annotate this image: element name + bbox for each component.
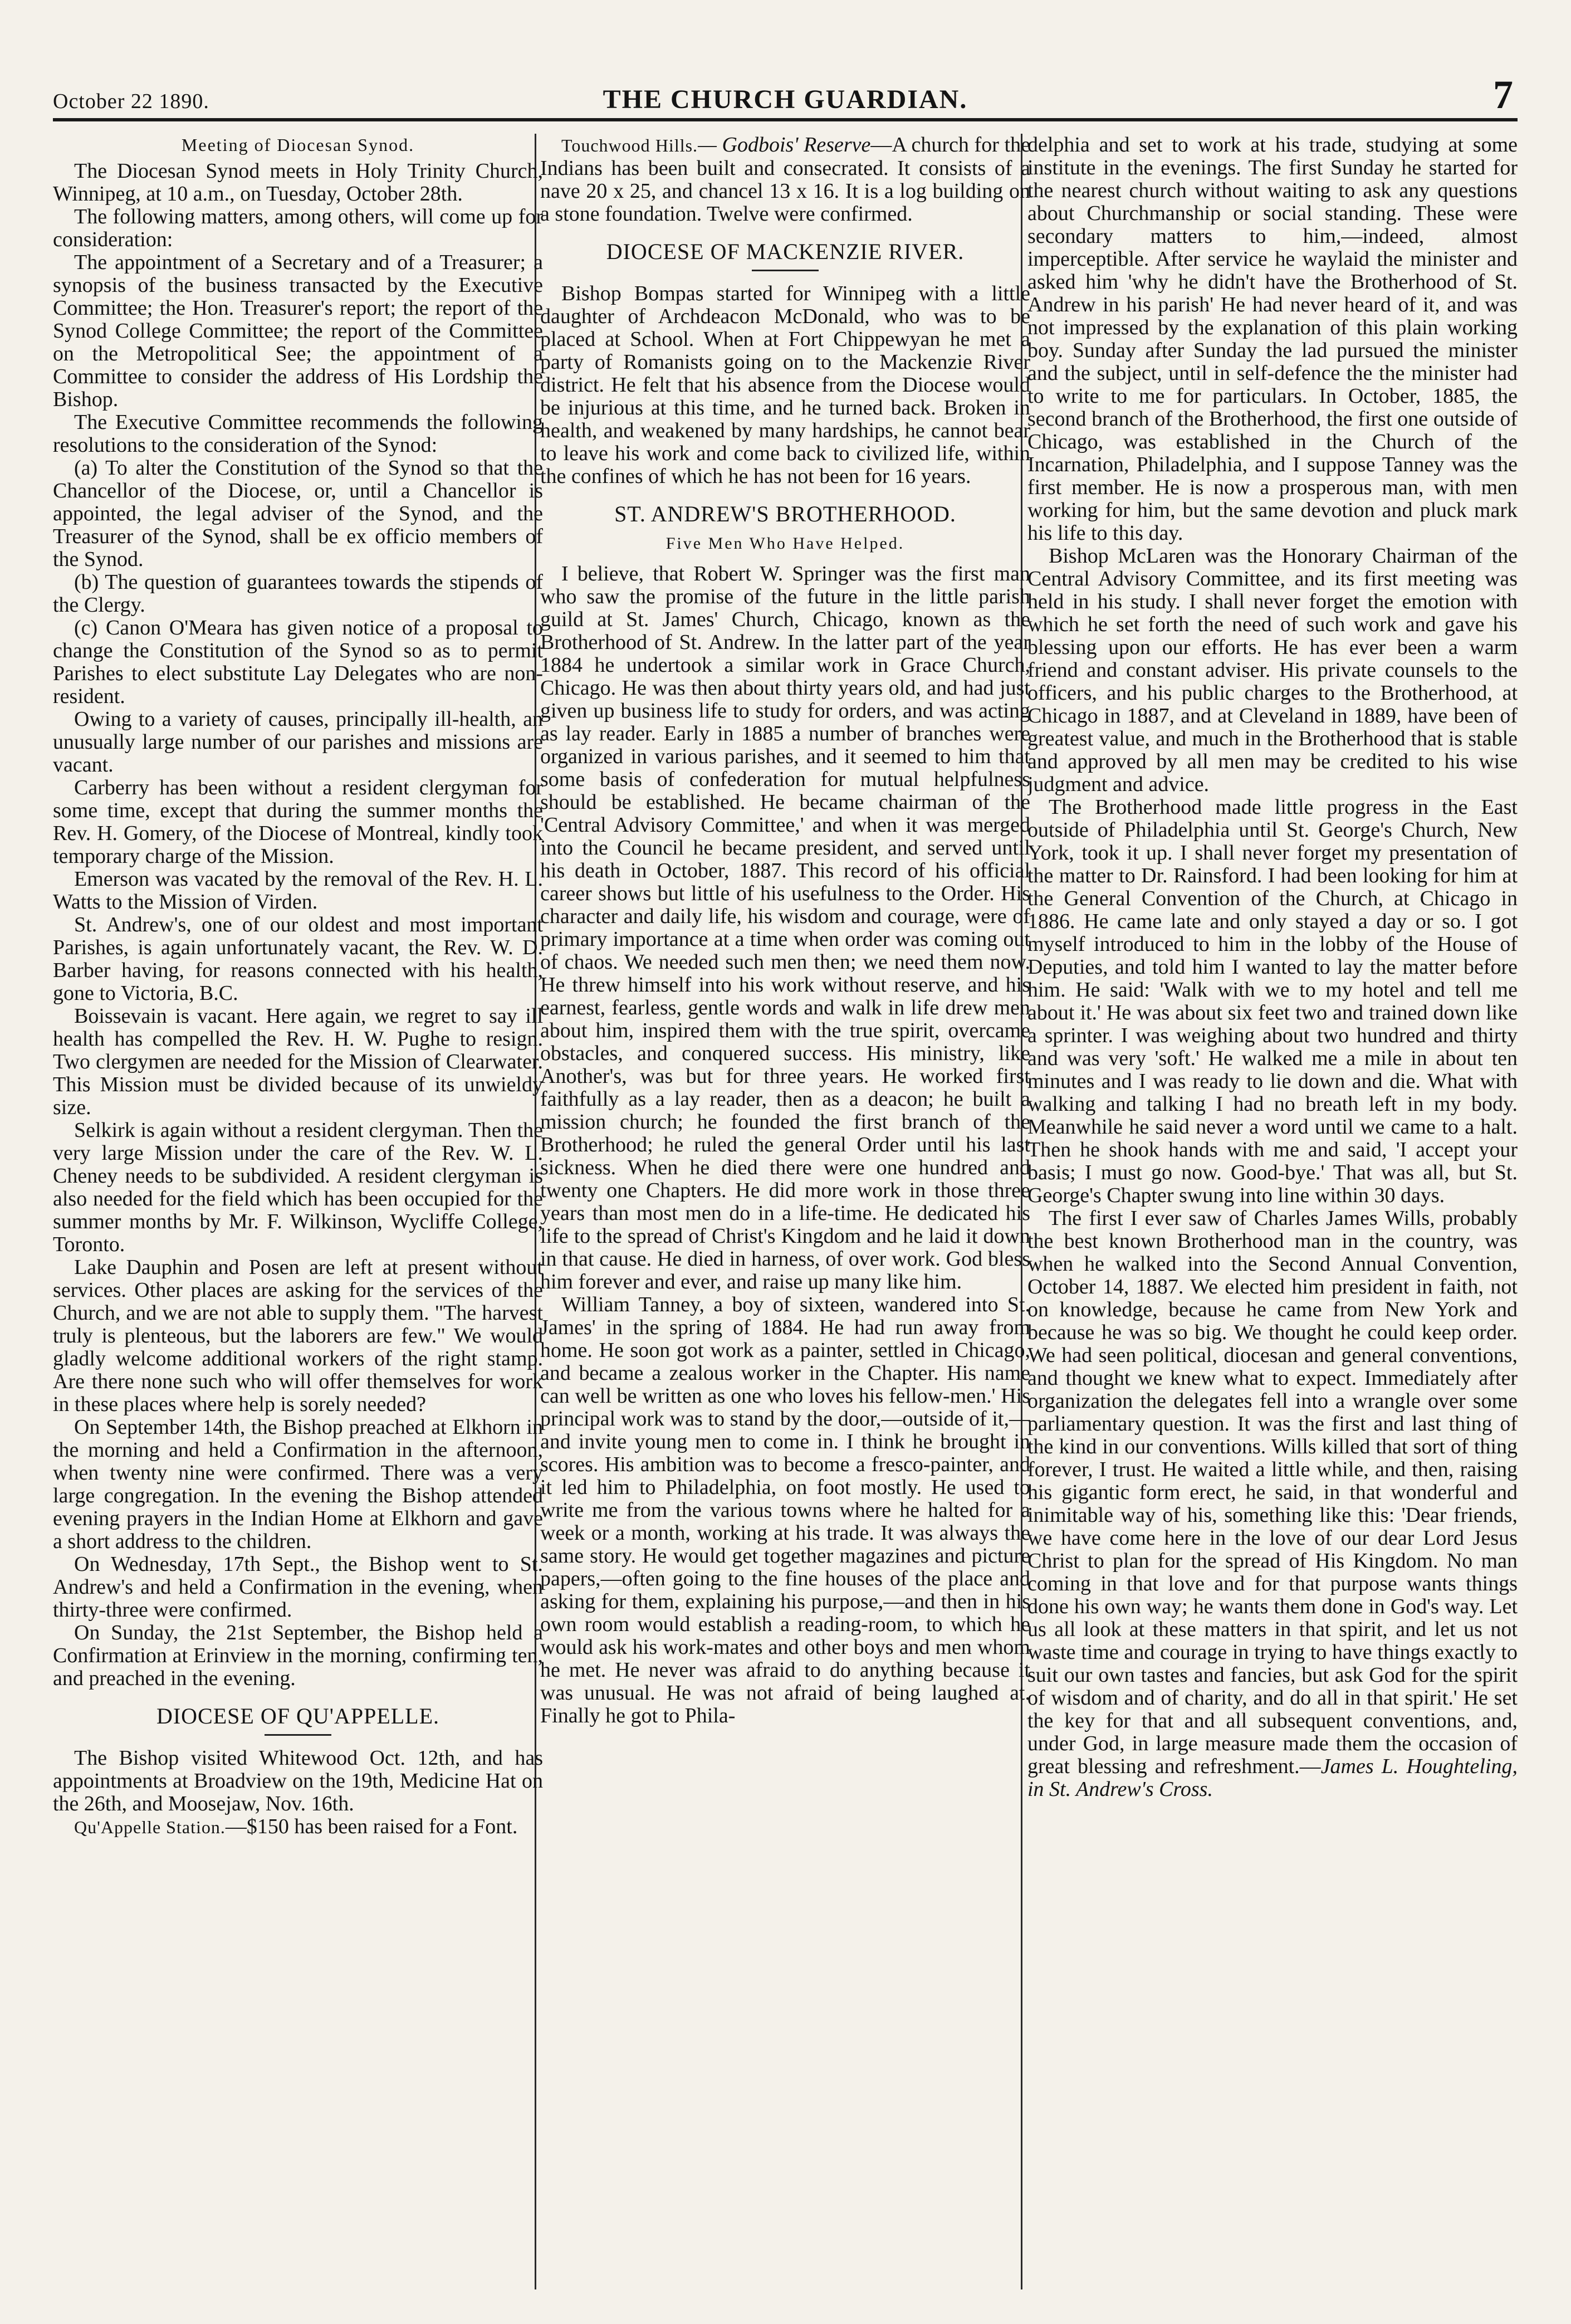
paragraph: Bishop McLaren was the Honorary Chairman of the Central Advisory Committee, and its first meeting was held in his study. I shall never forget the emotion with which he set forth the need of such work and gave his blessing upon our efforts. He has ever been a warm friend and constant adviser. His private counsels to the officers, and his public charges to the Brotherhood, at Chicago in 1887, and at Cleveland in 1889, have been of greatest value, and much in the Brotherhood that is stable and approved by all men may be credited to his wise judgment and advice. — [1027, 544, 1518, 796]
masthead — [53, 72, 1518, 121]
paragraph: William Tanney, a boy of sixteen, wandered into St. James' in the spring of 1884. He had run away from home. He soon got work as a painter, settled in Chicago, and became a zealous worker in the Chapter. His name can well be written as one who loves his fellow-men.' His principal work was to stand by the door,—outside of it,—and invite young men to come in. I think he brought in scores. His ambition was to become a fresco-painter, and it led him to Philadelphia, on foot mostly. He used to write me from the various towns where he halted for a week or a month, working at his trade. It was always the same story. He would get together magazines and picture papers,—often going to the fine houses of the place and asking for them, explaining his purpose,—and then in his own room would establish a reading-room, to which he would ask his work-mates and other boys and men whom he met. He never was afraid to do anything because it was unusual. He was not afraid of being laughed at. Finally he got to Phila- — [540, 1293, 1030, 1727]
paragraph: Emerson was vacated by the removal of the Rev. H. L. Watts to the Mission of Virden. — [53, 867, 543, 914]
paragraph: (b) The question of guarantees towards the stipends of the Clergy. — [53, 570, 543, 617]
paragraph-text: —A church for the Indians has been built and consecrated. It consists of a nave 20 x 25, and chancel 13 x 16. It is a log building on a stone foundation. Twelve were confirmed. — [540, 134, 1030, 226]
paragraph: On September 14th, the Bishop preached at Elkhorn in the morning and held a Confirmation in the afternoon, when twenty nine were confirmed. There was a very large congregation. In the evening the Bishop attended evening prayers in the Indian Home at Elkhorn and gave a short address to the children. — [53, 1415, 543, 1553]
divider — [752, 270, 819, 271]
paragraph: (a) To alter the Constitution of the Synod so that the Chancellor of the Diocese, or, until a Chancellor is appointed, the legal adviser of the Synod, and the Treasurer of the Synod, shall be ex officio members of the Synod. — [53, 456, 543, 571]
paragraph: delphia and set to work at his trade, studying at some institute in the evenings. The first Sunday he started for the nearest church without waiting to ask any questions about Churchmanship or social standing. These were secondary matters to him,—indeed, almost imperceptible. After service he waylaid the minister and asked him 'why he didn't have the Brotherhood of St. Andrew in his parish' He had never heard of it, and was not impressed by the explanation of this plain working boy. Sunday after Sunday the lad pursued the minister and the subject, until in self-defence the the minister had to write to me for particulars. In October, 1885, the second branch of the Brotherhood, the first one outside of Chicago, was established in the Church of the Incarnation, Philadelphia, and I suppose Tanney was the first member. He is now a prosperous man, with men working for him, but the same devotion and pluck mark his life to this day. — [1027, 134, 1518, 545]
paragraph: St. Andrew's, one of our oldest and most important Parishes, is again unfortunately vacant, the Rev. W. D. Barber having, for reasons connected with his health, gone to Victoria, B.C. — [53, 913, 543, 1005]
section-heading: DIOCESE OF MACKENZIE RIVER. — [606, 239, 965, 264]
paragraph: Lake Dauphin and Posen are left at present without services. Other places are asking for the services of the Church, and we are not able to supply them. "The harvest truly is plenteous, but the laborers are few." We would gladly welcome additional workers of the right stamp. Are there none such who will offer themselves for work in these places where help is sorely needed? — [53, 1256, 543, 1416]
issue-date: October 22 1890. — [53, 90, 209, 113]
section-subheading: Five Men Who Have Helped. — [665, 534, 905, 553]
paragraph — [53, 1815, 543, 1839]
run-in-heading: Qu'Appelle Station. — [74, 1817, 226, 1837]
paragraph: Selkirk is again without a resident clergyman. Then the very large Mission under the care of the Rev. W. L. Cheney needs to be subdivided. A resident clergyman is also needed for the field which has been occupied for the summer months by Mr. F. Wilkinson, Wycliffe College, Toronto. — [53, 1119, 543, 1256]
run-in-heading: Touchwood Hills. — [561, 135, 698, 155]
article-signature: James L. Houghteling, in St. Andrew's Cross. — [1027, 1755, 1518, 1801]
section-heading: DIOCESE OF QU'APPELLE. — [156, 1703, 440, 1729]
paragraph — [540, 134, 1030, 226]
paragraph: The Executive Committee recommends the following resolutions to the consideration of the Synod: — [53, 411, 543, 457]
paragraph-text: The first I ever saw of Charles James Wills, probably the best known Brotherhood man in the country, was when he walked into the Second Annual Convention, October 14, 1887. We elected him president in faith, not on knowledge, because he came from New York and because he was so big. We thought he could keep order. We had seen political, diocesan and general conventions, and thought we knew what to expect. Immediately after organization the delegates fell into a wrangle over some parliamentary question. It was the first and last thing of the kind in our conventions. Wills killed that sort of thing forever, I trust. He waited a little while, and then, raising his gigantic form erect, he said, in that wonderful and inimitable way of his, something like this: 'Dear friends, we have come here in the love of our dear Lord Jesus Christ to plan for the spread of His Kingdom. No man coming in that love and for that purpose wants things done his own way; he wants them done in God's way. Let us all look at these matters in that spirit, and let us not waste time and courage in trying to have things exactly to suit our own tastes and fancies, but ask God for the spirit of wisdom and of charity, and do all in that spirit.' He set the key for that and all subsequent conventions, and, under God, in large measure made them the occasion of great blessing and refreshment.— — [1027, 1207, 1518, 1778]
paragraph: Boissevain is vacant. Here again, we regret to say ill health has compelled the Rev. H. W. Pughe to resign. Two clergymen are needed for the Mission of Clearwater. This Mission must be divided because of its unwieldy size. — [53, 1004, 543, 1119]
section-heading: ST. ANDREW'S BROTHERHOOD. — [614, 501, 956, 526]
page-number: 7 — [1493, 72, 1513, 117]
paragraph: I believe, that Robert W. Springer was the first man who saw the promise of the future in the little parish guild at St. James' Church, Chicago, known as the Brotherhood of St. Andrew. In the latter part of the year 1884 he undertook a similar work in Grace Church, Chicago. He was then about thirty years old, and had just given up business life to study for orders, and was acting as lay reader. Early in 1885 a number of branches were organized in various parishes, and it seemed to him that some basis of confederation for mutual helpfulness should be established. He became chairman of the 'Central Advisory Committee,' and when it was merged into the Council he became president, and served until his death in October, 1887. This record of his official career shows but little of his usefulness to the Order. His character and daily life, his wisdom and courage, were of primary importance at a time when order was coming out of chaos. We needed such men then; we need them now. He threw himself into his work without reserve, and his earnest, fearless, gentle words and walk in life drew men about him, inspired them with the true spirit, overcame obstacles, and conquered success. His ministry, like Another's, was but for three years. He worked first faithfully as a lay reader, then as a deacon; he built a mission church; he founded the first branch of the Brotherhood; he ruled the general Order until his last sickness. When he died there were one hundred and twenty one Chapters. He did more work in those three years than most men do in a life-time. He dedicated his life to the spread of Christ's Kingdom and he laid it down in that cause. He died in harness, of over work. God bless him forever and ever, and raise up many like him. — [540, 562, 1030, 1293]
paragraph: Carberry has been without a resident clergyman for some time, except that during the summer months the Rev. H. Gomery, of the Diocese of Montreal, kindly took temporary charge of the Mission. — [53, 776, 543, 868]
newspaper-title: THE CHURCH GUARDIAN. — [603, 85, 968, 114]
paragraph: The Brotherhood made little progress in the East outside of Philadelphia until St. George's Church, New York, took it up. I shall never forget my presentation of the matter to Dr. Rainsford. I had been looking for him at the General Convention of the Church, at Chicago in 1886. He came late and only stayed a day or so. I got myself introduced to him in the lobby of the House of Deputies, and told him I wanted to lay the matter before him. He said: 'Walk with we to my hotel and tell me about it.' He was about six feet two and trained down like a sprinter. I was weighing about two hundred and thirty and was very 'soft.' He walked me a mile in about ten minutes and I was ready to lie down and die. What with walking and talking I had no breath left in my body. Meanwhile he said never a word until we came to a halt. Then he shook hands with me and said, 'I accept your basis; I must go now. Good-bye.' That was all, but St. George's Chapter swung into line within 30 days. — [1027, 795, 1518, 1207]
paragraph — [1027, 1207, 1518, 1801]
paragraph: Bishop Bompas started for Winnipeg with a little daughter of Archdeacon McDonald, who was to be placed at School. When at Fort Chippewyan he met a party of Romanists going on to the Mackenzie River district. He felt that his absence from the Diocese would be injurious at this time, and he turned back. Broken in health, and weakened by many hardships, he cannot bear to leave his work and come back to civilized life, within the confines of which he has not been for 16 years. — [540, 282, 1030, 488]
paragraph: The appointment of a Secretary and of a Treasurer; a synopsis of the business transacted by the Executive Committee; the Hon. Treasurer's report; the report of the Synod College Committee; the report of the Committee on the Metropolitical See; the appointment of a Committee to consider the address of His Lordship the Bishop. — [53, 251, 543, 411]
paragraph: The following matters, among others, will come up for consideration: — [53, 205, 543, 251]
divider — [265, 1734, 331, 1736]
paragraph: Owing to a variety of causes, principally ill-health, an unusually large number of our parishes and missions are vacant. — [53, 707, 543, 777]
paragraph: On Sunday, the 21st September, the Bishop held a Confirmation at Erinview in the morning, confirming ten, and preached in the evening. — [53, 1621, 543, 1690]
column-2 — [540, 134, 1030, 2301]
paragraph: The Bishop visited Whitewood Oct. 12th, and has appointments at Broadview on the 19th, Medicine Hat on the 26th, and Moosejaw, Nov. 16th. — [53, 1746, 543, 1815]
paragraph: On Wednesday, 17th Sept., the Bishop went to St. Andrew's and held a Confirmation in the evening, when thirty-three were confirmed. — [53, 1552, 543, 1622]
paragraph: (c) Canon O'Meara has given notice of a proposal to change the Constitution of the Synod so as to permit Parishes to elect substitute Lay Delegates who are non-resident. — [53, 616, 543, 708]
section-heading: Meeting of Diocesan Synod. — [181, 135, 415, 155]
paragraph: The Diocesan Synod meets in Holy Trinity Church, Winnipeg, at 10 a.m., on Tuesday, October 28th. — [53, 159, 543, 206]
run-in-subheading: — Godbois' Reserve — [698, 134, 871, 157]
column-1 — [53, 134, 543, 2301]
column-3 — [1027, 134, 1518, 2301]
paragraph-text: —$150 has been raised for a Font. — [225, 1815, 518, 1838]
